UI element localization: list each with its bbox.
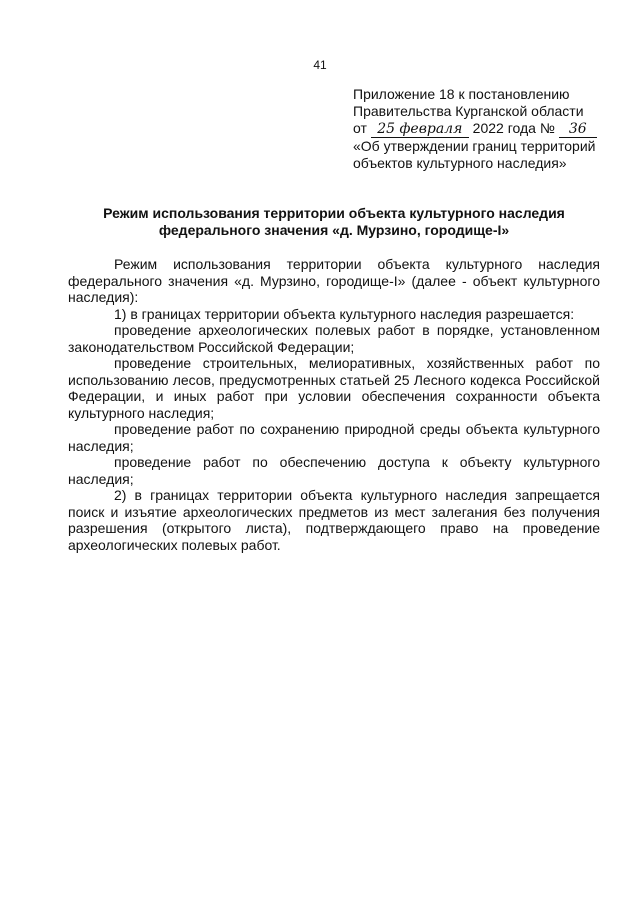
- document-title: [68, 205, 600, 239]
- year-text: 2022 года: [472, 120, 536, 136]
- paragraph-permitted-heading: 1) в границах территории объекта культурного наследия разрешается:: [114, 305, 575, 322]
- handwritten-date: 25 февраля: [371, 122, 469, 138]
- annex-line-5: объектов культурного наследия»: [353, 155, 567, 171]
- annex-header: [353, 86, 623, 172]
- number-prefix: №: [539, 120, 555, 136]
- paragraph-permitted-item: проведение строительных, мелиоративных, хозяйственных работ по использованию лесов, предусмотренных статьей 25 Лесного кодекса Российской Федерации, и иных работ при условии обеспечения сохранности объекта культурного наследия;: [68, 355, 600, 421]
- annex-date-line: [353, 120, 623, 138]
- title-line-2: федерального значения «д. Мурзино, городище-I»: [158, 222, 510, 238]
- title-line-1: Режим использования территории объекта культурного наследия: [103, 205, 565, 221]
- paragraph-permitted-item: проведение археологических полевых работ в порядке, установленном законодательством Российской Федерации;: [68, 322, 600, 355]
- paragraph-permitted-item: проведение работ по сохранению природной среды объекта культурного наследия;: [68, 421, 600, 454]
- document-body: [68, 256, 600, 553]
- page-number: 41: [313, 58, 327, 72]
- annex-line-2: Правительства Курганской области: [353, 103, 584, 119]
- paragraph-intro: Режим использования территории объекта культурного наследия федерального значения «д. Мурзино, городище-I» (далее - объект культурного наследия):: [68, 256, 600, 305]
- paragraph-prohibited: 2) в границах территории объекта культурного наследия запрещается поиск и изъятие археологических предметов из мест залегания без получения разрешения (открытого листа), подтверждающего право на проведение археологических полевых работ.: [68, 487, 600, 553]
- date-prefix: от: [353, 120, 367, 136]
- handwritten-number: 36: [559, 122, 597, 138]
- annex-line-4: «Об утверждении границ территорий: [353, 138, 596, 154]
- annex-line-1: Приложение 18 к постановлению: [353, 86, 570, 102]
- paragraph-permitted-item: проведение работ по обеспечению доступа к объекту культурного наследия;: [68, 454, 600, 487]
